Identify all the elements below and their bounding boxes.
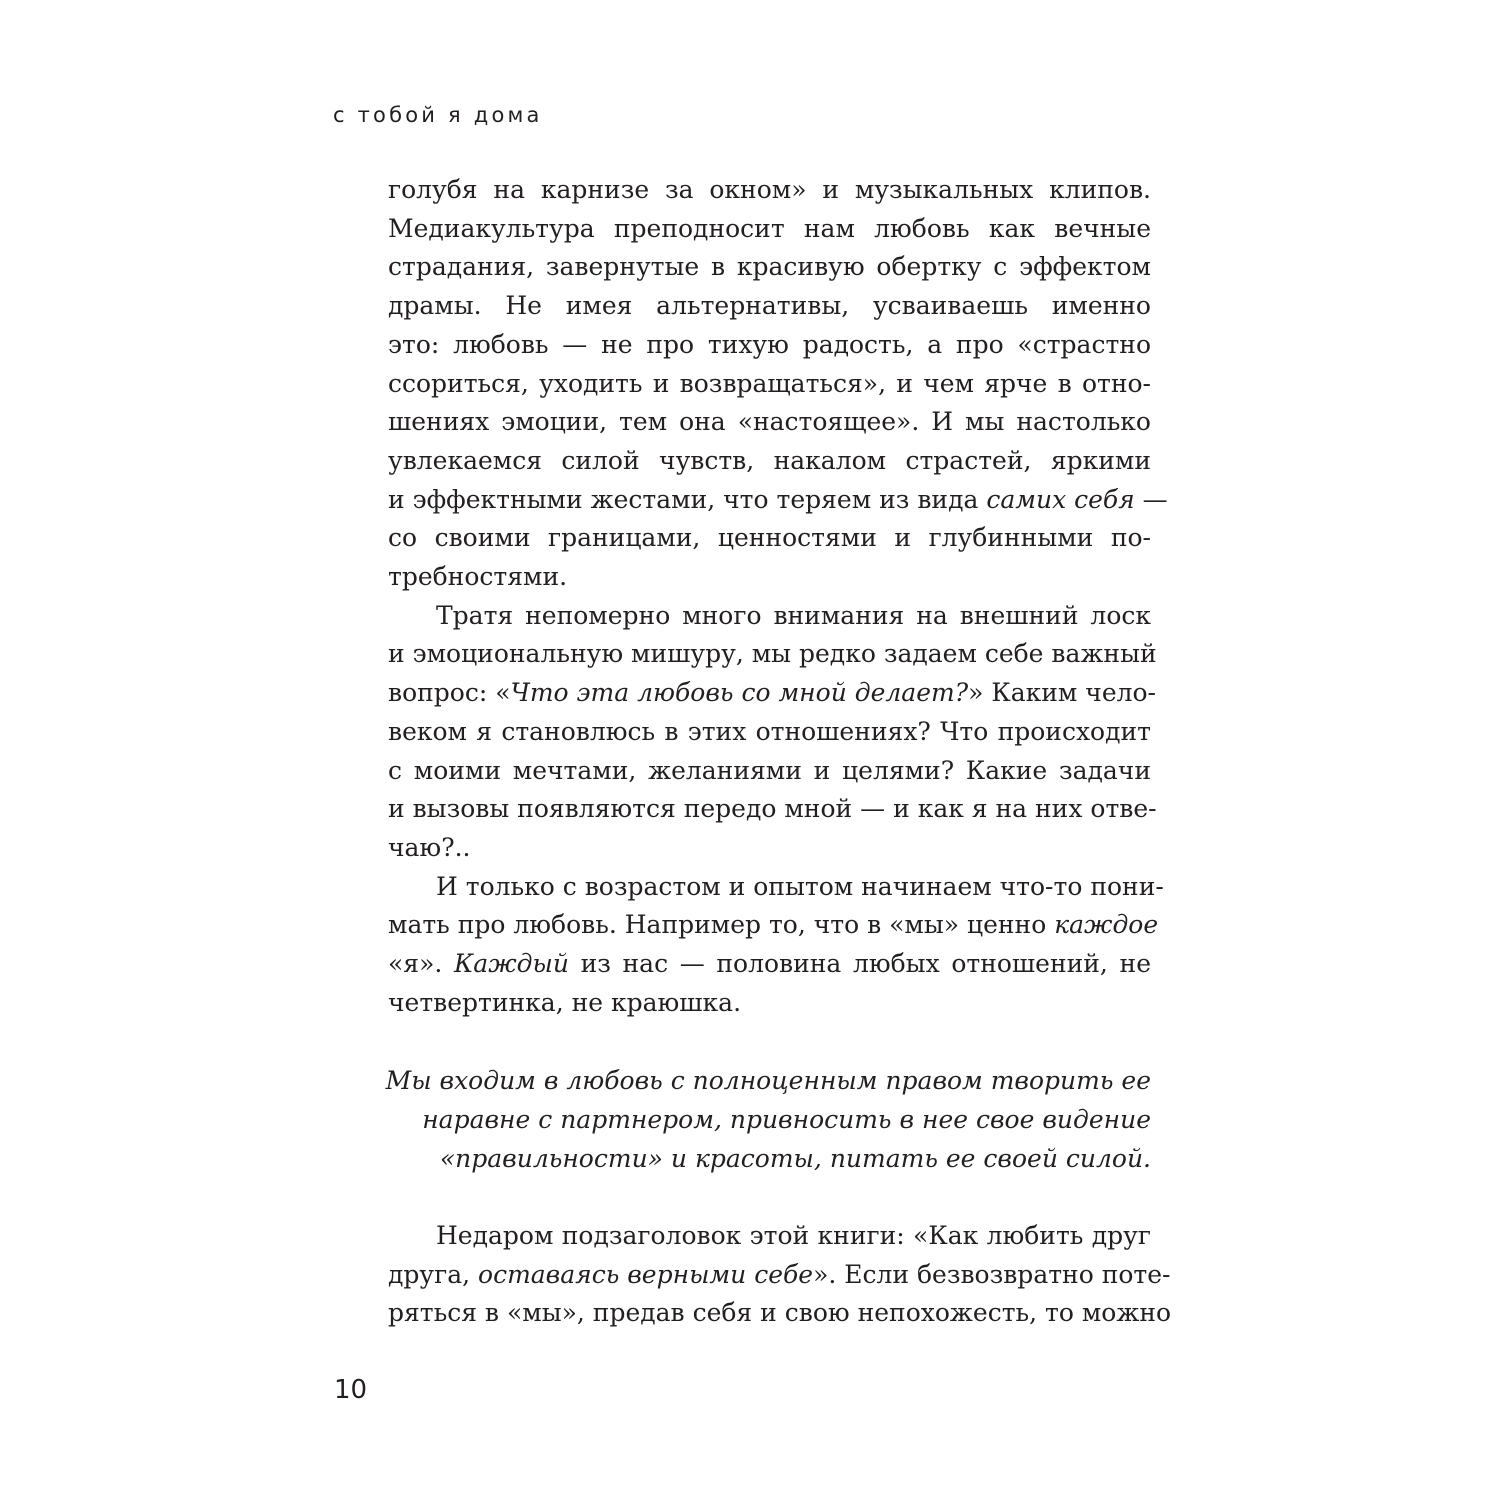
text-line <box>388 442 1151 480</box>
text-segment: требностями. <box>388 562 568 591</box>
text-segment: Недаром подзаголовок этой книги: «Как любить друг <box>436 1221 1151 1250</box>
text-segment: драмы. Не имея альтернативы, усваиваешь именно <box>388 291 1151 321</box>
running-head: с тобой я дома <box>333 103 543 127</box>
text-line <box>388 403 1151 441</box>
text-segment: голубя на карнизе за окном» и музыкальных клипов. <box>388 175 1151 204</box>
text-segment: чаю?.. <box>388 832 471 862</box>
text-line <box>388 519 1151 557</box>
text-segment: ». Если безвозвратно поте- <box>813 1259 1171 1289</box>
text-line <box>388 906 1159 944</box>
text-segment: с моими мечтами, желаниями и целями? Какие задачи <box>388 755 1151 785</box>
quote-line: «правильности» и красоты, питать ее своей силой. <box>439 1144 1151 1173</box>
text-segment: и вызовы появляются передо мной — и как я на них отве- <box>388 794 1157 824</box>
text-segment: — <box>1134 484 1168 514</box>
text-line <box>388 674 1156 712</box>
text-segment: ссориться, уходить и возвращаться», и чем ярче в отно- <box>388 368 1151 398</box>
text-segment: и эффектными жестами, что теряем из вида <box>388 484 987 514</box>
text-line <box>436 1217 1151 1255</box>
text-line <box>388 365 1151 403</box>
text-segment: шениях эмоции, тем она «настоящее». И мы настолько <box>388 407 1151 437</box>
page-number: 10 <box>334 1375 368 1405</box>
quote-line: наравне с партнером, привносить в нее свое видение <box>422 1105 1151 1134</box>
text-line <box>388 1256 1171 1294</box>
quote-line: Мы входим в любовь с полноценным правом творить ее <box>385 1066 1151 1095</box>
text-segment: страдания, завернутые в красивую обертку с эффектом <box>388 252 1151 282</box>
text-line <box>388 171 1151 209</box>
italic-text: Что эта любовь со мной делает? <box>510 678 969 708</box>
text-line <box>388 326 1151 364</box>
italic-text: самих себя <box>986 484 1135 514</box>
text-segment: веком я становлюсь в этих отношениях? Что происходит <box>388 716 1151 746</box>
text-segment: друга, <box>388 1259 479 1289</box>
text-segment: ряться в «мы», предав себя и свою непохожесть, то можно <box>388 1298 1172 1328</box>
italic-text: Каждый <box>453 949 569 978</box>
text-segment: мать про любовь. Например то, что в «мы» ценно <box>388 910 1055 940</box>
text-line <box>388 635 1157 673</box>
text-segment: это: любовь — не про тихую радость, а про «страстно <box>388 329 1151 359</box>
text-line <box>388 984 741 1022</box>
text-line <box>436 868 1164 906</box>
text-segment: увлекаемся силой чувств, накалом страстей, яркими <box>388 445 1151 475</box>
text-segment: «я». <box>388 949 454 978</box>
italic-text: каждое <box>1054 910 1159 940</box>
text-segment: четвертинка, не краюшка. <box>388 987 742 1017</box>
text-segment: Тратя непомерно много внимания на внешний лоск <box>436 600 1151 630</box>
text-segment: и эмоциональную мишуру, мы редко задаем себе важный <box>388 639 1157 669</box>
text-line <box>388 558 567 596</box>
text-line <box>388 790 1157 828</box>
italic-text: оставаясь верными себе <box>478 1259 814 1289</box>
text-segment: » Каким чело- <box>968 678 1156 708</box>
text-segment: вопрос: « <box>388 678 511 708</box>
text-line <box>388 1294 1172 1332</box>
text-line <box>388 210 1151 248</box>
text-line <box>388 752 1151 790</box>
text-segment: из нас — половина любых отношений, не <box>568 949 1151 978</box>
text-line <box>388 945 1151 983</box>
text-line <box>388 829 471 867</box>
text-segment: со своими границами, ценностями и глубинными по- <box>388 523 1151 553</box>
text-segment: Медиакультура преподносит нам любовь как вечные <box>388 213 1151 243</box>
text-line <box>388 248 1151 286</box>
text-line <box>388 481 1168 519</box>
text-line <box>388 713 1151 751</box>
text-segment: И только с возрастом и опытом начинаем что-то пони- <box>436 871 1164 901</box>
text-line <box>388 287 1151 325</box>
text-line <box>436 597 1151 635</box>
